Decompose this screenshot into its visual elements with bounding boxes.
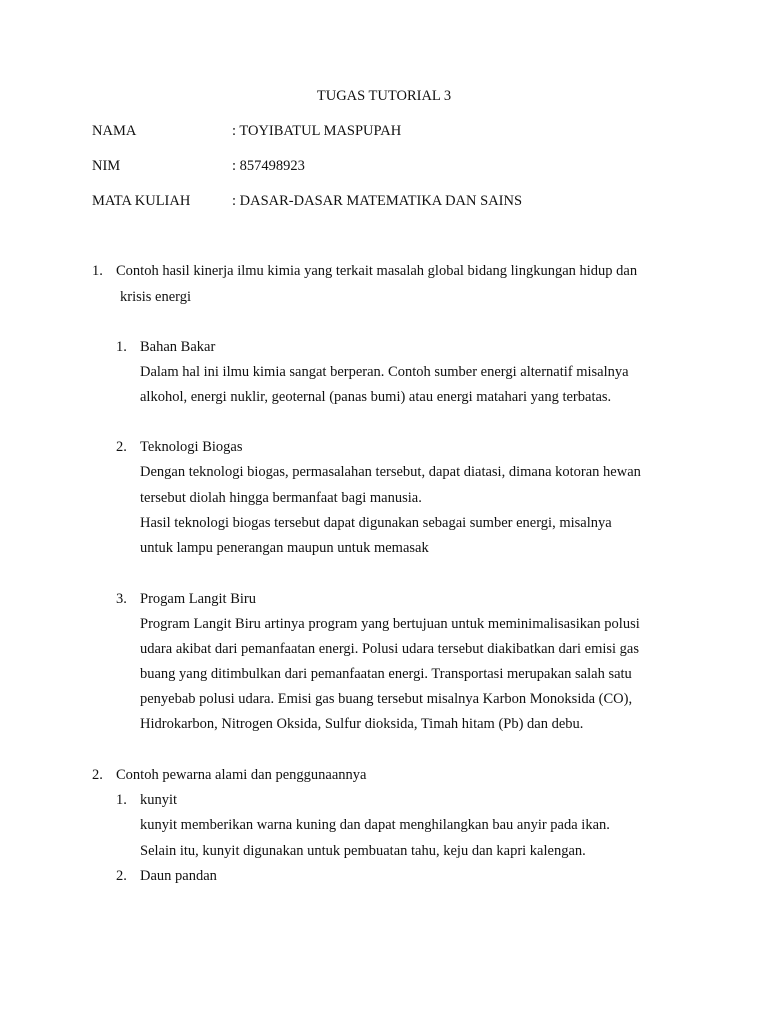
subitem-heading: Progam Langit Biru xyxy=(140,591,256,607)
field-nim xyxy=(92,156,305,176)
subitem-heading: Bahan Bakar xyxy=(140,339,216,355)
field-label: NIM xyxy=(92,158,121,174)
field-value: : TOYIBATUL MASPUPAH xyxy=(232,123,402,139)
subitem-number: 2. xyxy=(116,439,127,455)
subitem-number: 3. xyxy=(116,591,127,607)
paragraph-line: alkohol, energi nuklir, geoternal (panas bumi) atau energi matahari yang terbatas. xyxy=(140,389,612,405)
paragraph-line: Dalam hal ini ilmu kimia sangat berperan. Contoh sumber energi alternatif misalnya xyxy=(140,364,629,380)
subitem-heading: kunyit xyxy=(140,792,178,808)
paragraph-line: udara akibat dari pemanfaatan energi. Polusi udara tersebut diakibatkan dari emisi gas xyxy=(140,641,639,657)
subitem-heading: Teknologi Biogas xyxy=(140,439,243,455)
question-2-number: 2. xyxy=(92,767,103,783)
field-value: : DASAR-DASAR MATEMATIKA DAN SAINS xyxy=(232,193,523,209)
field-label: NAMA xyxy=(92,123,137,139)
question-1-number: 1. xyxy=(92,263,103,279)
paragraph-line: Dengan teknologi biogas, permasalahan tersebut, dapat diatasi, dimana kotoran hewan xyxy=(140,464,641,480)
paragraph-line: Hasil teknologi biogas tersebut dapat digunakan sebagai sumber energi, misalnya xyxy=(140,515,612,531)
field-mata-kuliah xyxy=(92,191,522,211)
paragraph-line: Selain itu, kunyit digunakan untuk pembuatan tahu, keju dan kapri kalengan. xyxy=(140,843,586,859)
field-nama xyxy=(92,121,401,141)
paragraph-line: tersebut diolah hingga bermanfaat bagi manusia. xyxy=(140,490,422,506)
subitem-number: 1. xyxy=(116,339,127,355)
paragraph-line: Hidrokarbon, Nitrogen Oksida, Sulfur dioksida, Timah hitam (Pb) dan debu. xyxy=(140,716,584,732)
paragraph-line: kunyit memberikan warna kuning dan dapat menghilangkan bau anyir pada ikan. xyxy=(140,817,610,833)
field-value: : 857498923 xyxy=(232,158,305,174)
question-1-text: Contoh hasil kinerja ilmu kimia yang terkait masalah global bidang lingkungan hidup dan xyxy=(116,263,638,279)
question-2-text: Contoh pewarna alami dan penggunaannya xyxy=(116,767,367,783)
question-1-text: krisis energi xyxy=(120,289,192,305)
subitem-number: 2. xyxy=(116,868,127,884)
subitem-number: 1. xyxy=(116,792,127,808)
field-label: MATA KULIAH xyxy=(92,193,191,209)
paragraph-line: buang yang ditimbulkan dari pemanfaatan energi. Transportasi merupakan salah satu xyxy=(140,666,632,682)
paragraph-line: penyebab polusi udara. Emisi gas buang tersebut misalnya Karbon Monoksida (CO), xyxy=(140,691,633,707)
paragraph-line: untuk lampu penerangan maupun untuk memasak xyxy=(140,540,429,556)
paragraph-line: Program Langit Biru artinya program yang bertujuan untuk meminimalisasikan polusi xyxy=(140,616,640,632)
subitem-heading: Daun pandan xyxy=(140,868,217,884)
document-title: TUGAS TUTORIAL 3 xyxy=(316,88,452,104)
